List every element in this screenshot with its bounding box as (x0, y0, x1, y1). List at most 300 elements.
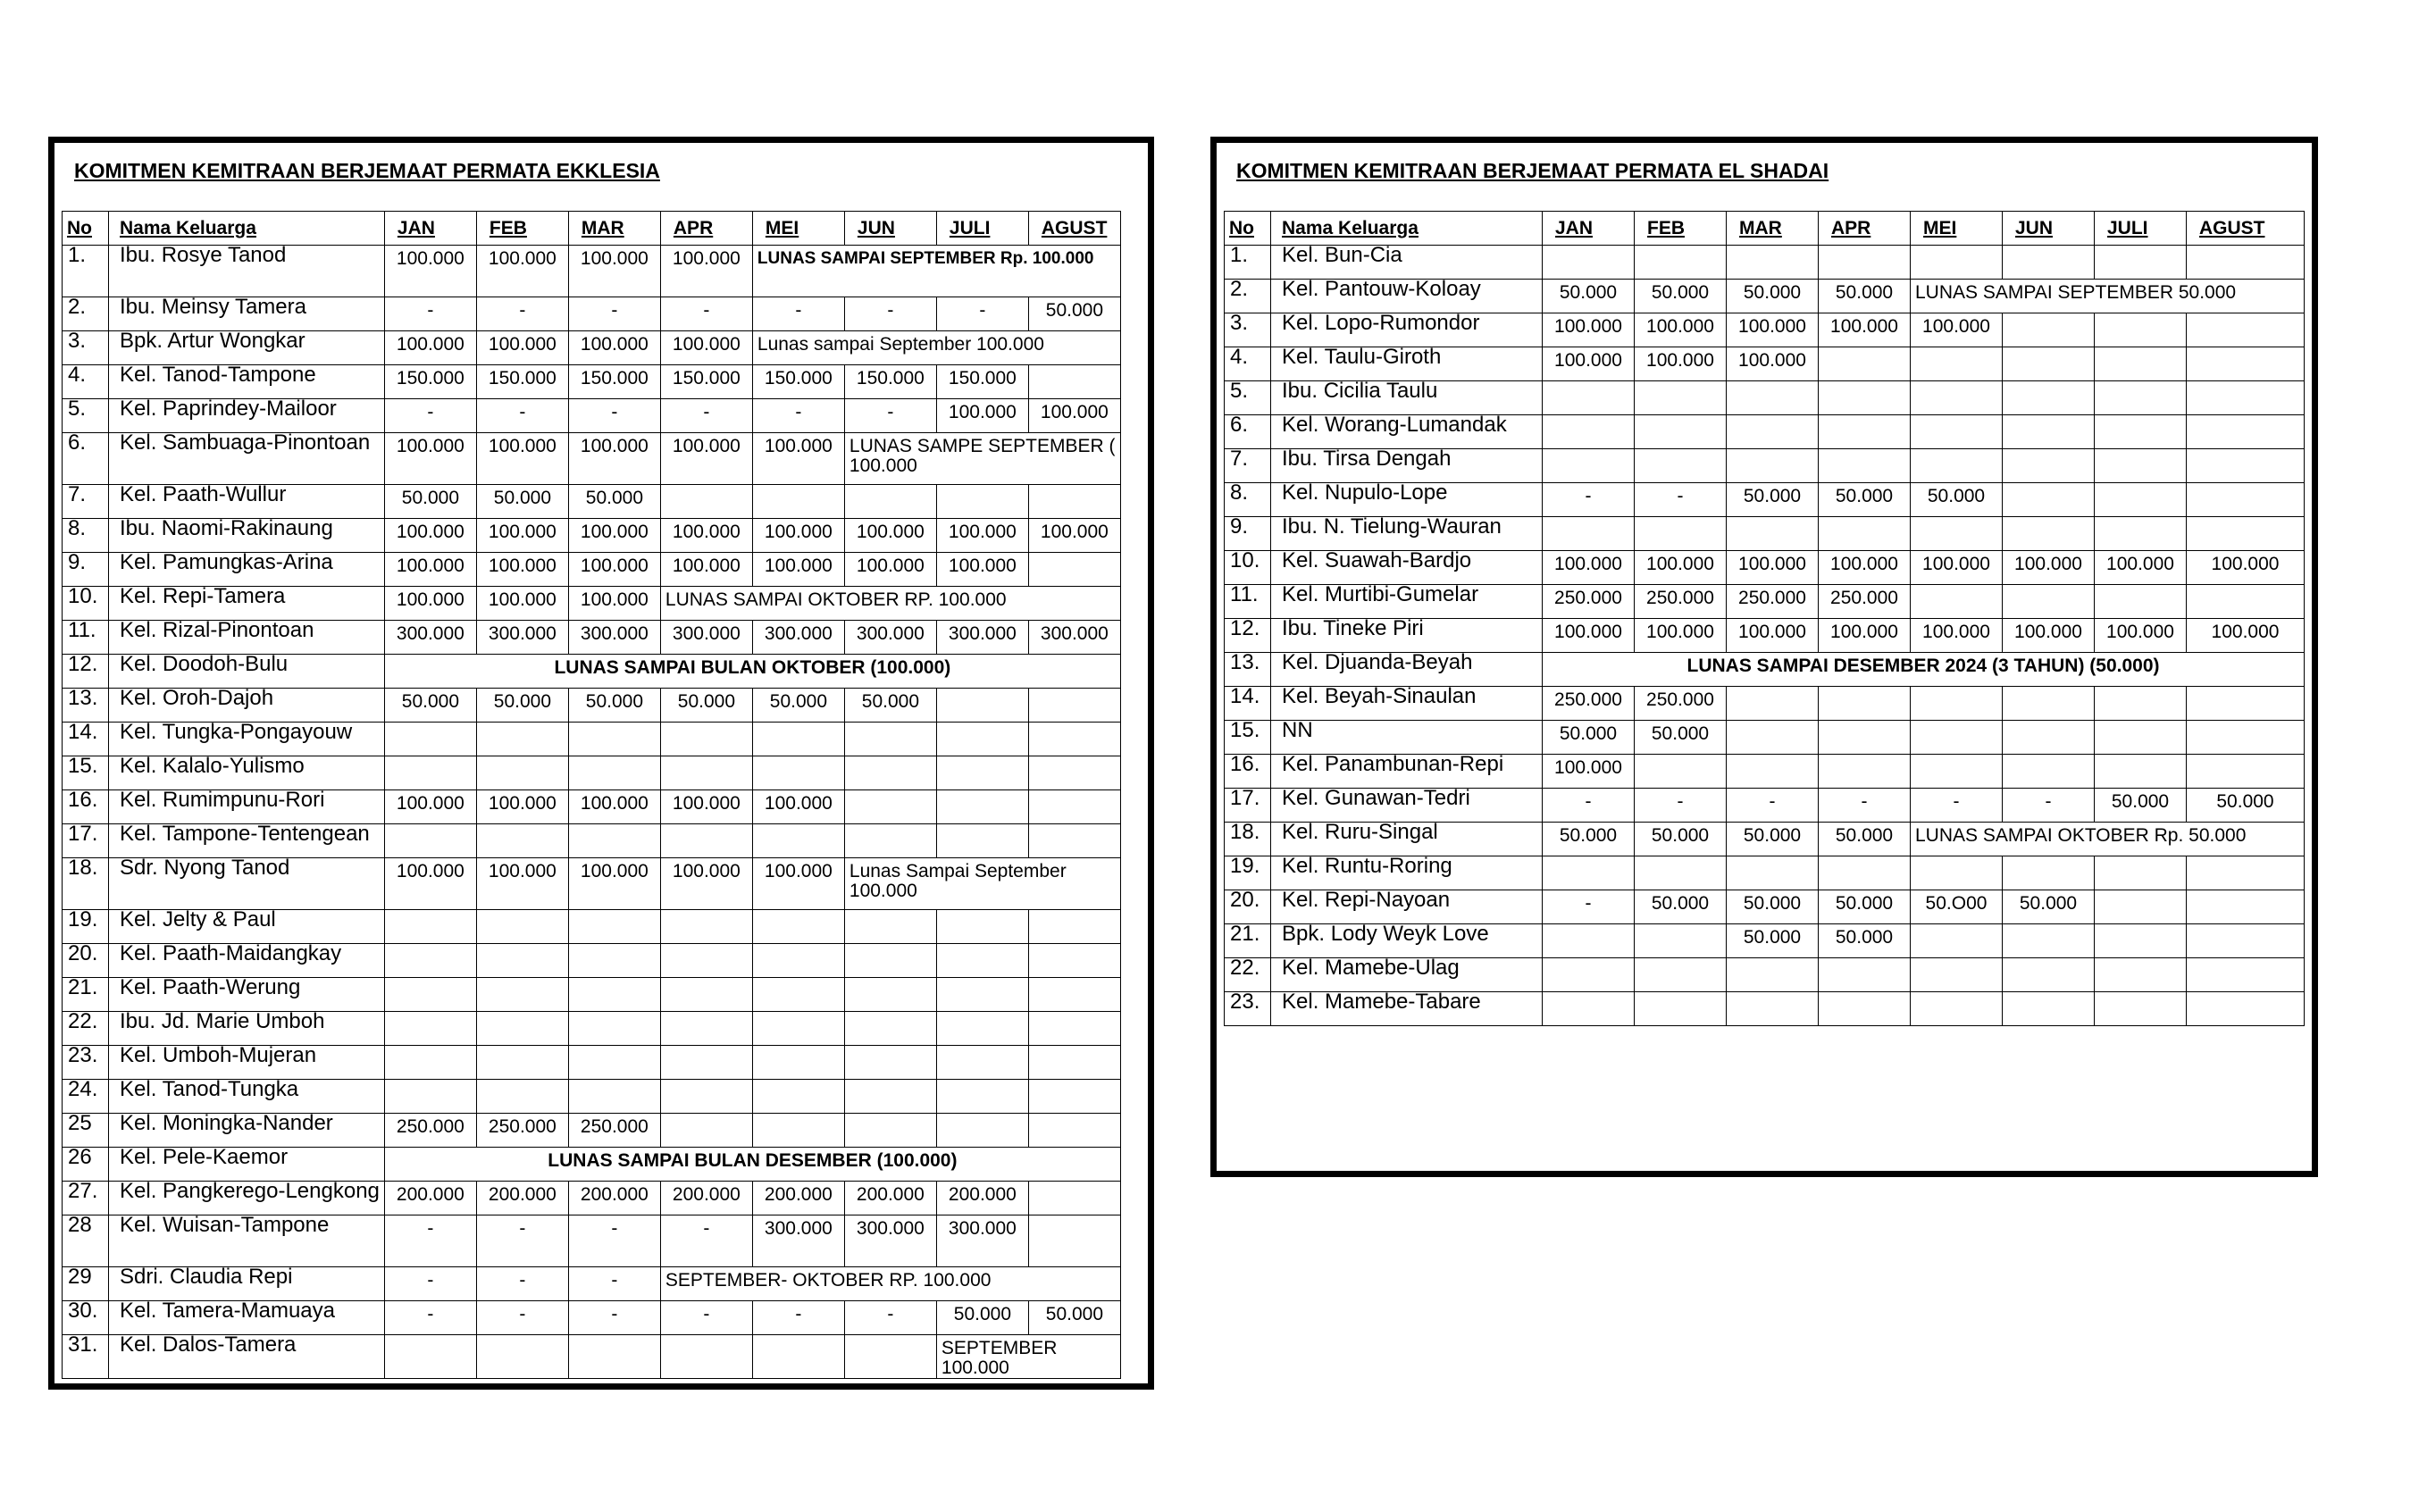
table-row (63, 1114, 1121, 1148)
payment-cell: 50.000 (1819, 890, 1911, 924)
payment-cell: 100.000 (1543, 755, 1635, 789)
payment-cell (752, 1080, 844, 1114)
row-number: 22. (63, 1012, 109, 1046)
row-number: 21. (1225, 924, 1271, 958)
payment-cell (568, 1012, 660, 1046)
payment-cell: 100.000 (1727, 551, 1819, 585)
payment-cell: 100.000 (384, 858, 476, 910)
payment-cell (476, 756, 568, 790)
payment-note: LUNAS SAMPAI OKTOBER Rp. 50.000 (1911, 823, 2305, 856)
payment-cell: 100.000 (1635, 347, 1727, 381)
payment-cell (2187, 992, 2305, 1026)
payment-cell: 100.000 (568, 433, 660, 485)
payment-cell: 100.000 (1028, 519, 1120, 553)
family-name: Kel. Pangkerego-Lengkong (109, 1182, 385, 1215)
family-name: Kel. Mamebe-Tabare (1271, 992, 1543, 1026)
payment-cell (1911, 856, 2003, 890)
payment-cell (660, 1080, 752, 1114)
table-row (1225, 483, 2305, 517)
row-number: 14. (1225, 687, 1271, 721)
family-name: Kel. Pamungkas-Arina (109, 553, 385, 587)
table-row (63, 587, 1121, 621)
header-month: APR (1819, 212, 1911, 246)
payment-cell (1819, 415, 1911, 449)
payment-cell (1727, 687, 1819, 721)
row-number: 20. (1225, 890, 1271, 924)
payment-cell (1911, 924, 2003, 958)
payment-cell (476, 723, 568, 756)
payment-note: Lunas sampai September 100.000 (752, 331, 1120, 365)
payment-cell: 300.000 (844, 621, 936, 655)
payment-cell (936, 944, 1028, 978)
family-name: Kel. Doodoh-Bulu (109, 655, 385, 689)
payment-cell: 50.000 (1635, 280, 1727, 313)
payment-cell (1028, 723, 1120, 756)
family-name: Kel. Bun-Cia (1271, 246, 1543, 280)
row-number: 28 (63, 1215, 109, 1267)
payment-cell: 50.000 (568, 485, 660, 519)
payment-cell: 300.000 (1028, 621, 1120, 655)
payment-cell: 50.000 (1819, 280, 1911, 313)
payment-cell (1727, 415, 1819, 449)
family-name: Kel. Rumimpunu-Rori (109, 790, 385, 824)
payment-cell: 100.000 (476, 331, 568, 365)
row-number: 25 (63, 1114, 109, 1148)
row-number: 2. (63, 297, 109, 331)
payment-cell (384, 944, 476, 978)
payment-cell (2187, 687, 2305, 721)
payment-cell (2003, 449, 2095, 483)
payment-cell (2187, 585, 2305, 619)
payment-cell (2095, 347, 2187, 381)
payment-cell (752, 1114, 844, 1148)
payment-cell: 50.000 (1727, 823, 1819, 856)
payment-cell (1635, 415, 1727, 449)
payment-cell: 100.000 (1819, 619, 1911, 653)
payment-cell (844, 756, 936, 790)
payment-cell (1028, 824, 1120, 858)
table-row (63, 365, 1121, 399)
payment-cell (2003, 721, 2095, 755)
payment-cell (844, 1335, 936, 1379)
payment-cell (1028, 1182, 1120, 1215)
payment-cell (844, 824, 936, 858)
payment-cell (660, 1046, 752, 1080)
table-row (63, 1012, 1121, 1046)
payment-cell (2095, 449, 2187, 483)
row-number: 5. (63, 399, 109, 433)
row-number: 7. (63, 485, 109, 519)
payment-cell (752, 978, 844, 1012)
header-month: MEI (752, 212, 844, 246)
payment-cell (660, 944, 752, 978)
payment-cell: 100.000 (844, 519, 936, 553)
payment-cell: 100.000 (2095, 551, 2187, 585)
payment-cell: 250.000 (1543, 687, 1635, 721)
payment-cell: 50.000 (1028, 297, 1120, 331)
row-number: 18. (63, 858, 109, 910)
payment-cell (2187, 313, 2305, 347)
payment-cell: 100.000 (752, 519, 844, 553)
payment-cell: - (568, 1267, 660, 1301)
payment-cell: - (384, 1267, 476, 1301)
payment-cell (568, 723, 660, 756)
row-number: 27. (63, 1182, 109, 1215)
payment-cell: 200.000 (752, 1182, 844, 1215)
payment-cell: 150.000 (384, 365, 476, 399)
row-number: 10. (63, 587, 109, 621)
payment-cell (1543, 449, 1635, 483)
payment-cell (384, 1335, 476, 1379)
payment-cell (1543, 856, 1635, 890)
payment-cell: 50.000 (752, 689, 844, 723)
payment-cell: 100.000 (476, 433, 568, 485)
payment-cell: 100.000 (384, 331, 476, 365)
family-name: NN (1271, 721, 1543, 755)
payment-cell: 100.000 (752, 858, 844, 910)
payment-cell (1028, 1046, 1120, 1080)
payment-cell (1727, 721, 1819, 755)
payment-cell: 50.000 (476, 689, 568, 723)
header-month: MAR (568, 212, 660, 246)
payment-cell: 100.000 (476, 587, 568, 621)
header-name: Nama Keluarga (1271, 212, 1543, 246)
payment-cell: 50.000 (1635, 823, 1727, 856)
table-row (63, 1267, 1121, 1301)
payment-cell: 200.000 (384, 1182, 476, 1215)
payment-cell: - (384, 297, 476, 331)
payment-cell: - (936, 297, 1028, 331)
table-row (63, 756, 1121, 790)
payment-cell: 100.000 (1727, 347, 1819, 381)
table-row (63, 858, 1121, 910)
family-name: Ibu. Tirsa Dengah (1271, 449, 1543, 483)
payment-cell: - (660, 1215, 752, 1267)
payment-cell: - (476, 1301, 568, 1335)
header-month: MEI (1911, 212, 2003, 246)
table-row (63, 485, 1121, 519)
payment-cell: 50.000 (2003, 890, 2095, 924)
header-month: JULI (2095, 212, 2187, 246)
payment-cell (1911, 755, 2003, 789)
payment-cell (1727, 449, 1819, 483)
payment-cell: 50.000 (660, 689, 752, 723)
payment-cell: - (384, 399, 476, 433)
payment-cell (1635, 246, 1727, 280)
table-row (63, 790, 1121, 824)
payment-cell: 200.000 (568, 1182, 660, 1215)
row-number: 15. (63, 756, 109, 790)
row-number: 5. (1225, 381, 1271, 415)
payment-cell (2187, 958, 2305, 992)
payment-cell (752, 723, 844, 756)
payment-cell: 300.000 (660, 621, 752, 655)
payment-cell: - (568, 1301, 660, 1335)
payment-cell: - (844, 297, 936, 331)
payment-cell (660, 824, 752, 858)
row-number: 3. (63, 331, 109, 365)
row-number: 11. (1225, 585, 1271, 619)
payment-cell: 50.000 (384, 485, 476, 519)
payment-cell: 200.000 (844, 1182, 936, 1215)
payment-cell (1911, 246, 2003, 280)
row-number: 11. (63, 621, 109, 655)
payment-cell: 150.000 (936, 365, 1028, 399)
payment-cell (1635, 992, 1727, 1026)
header-no: No (1225, 212, 1271, 246)
table-row (63, 331, 1121, 365)
payment-cell (660, 910, 752, 944)
payment-cell (844, 910, 936, 944)
row-number: 18. (1225, 823, 1271, 856)
payment-cell: - (1635, 789, 1727, 823)
payment-cell (752, 1012, 844, 1046)
payment-cell (1543, 517, 1635, 551)
payment-cell (2003, 687, 2095, 721)
payment-cell: 100.000 (660, 858, 752, 910)
payment-cell (2187, 890, 2305, 924)
payment-cell: 150.000 (568, 365, 660, 399)
payment-cell: 300.000 (568, 621, 660, 655)
payment-cell (752, 1046, 844, 1080)
table-row (1225, 789, 2305, 823)
family-name: Ibu. N. Tielung-Wauran (1271, 517, 1543, 551)
payment-cell (1819, 856, 1911, 890)
payment-cell (2187, 415, 2305, 449)
payment-cell: 50.000 (1911, 483, 2003, 517)
payment-cell: 100.000 (568, 246, 660, 297)
payment-cell: 50.000 (1819, 483, 1911, 517)
payment-cell (2187, 856, 2305, 890)
row-number: 7. (1225, 449, 1271, 483)
payment-cell: 100.000 (936, 519, 1028, 553)
payment-cell: 100.000 (660, 331, 752, 365)
payment-cell: - (384, 1215, 476, 1267)
payment-cell (936, 1012, 1028, 1046)
row-number: 15. (1225, 721, 1271, 755)
payment-cell (1911, 415, 2003, 449)
payment-cell (384, 1012, 476, 1046)
family-name: Kel. Jelty & Paul (109, 910, 385, 944)
family-name: Kel. Worang-Lumandak (1271, 415, 1543, 449)
payment-cell (2003, 246, 2095, 280)
payment-cell (844, 485, 936, 519)
payment-cell: 50.000 (1727, 483, 1819, 517)
payment-cell (1635, 449, 1727, 483)
payment-cell: 100.000 (936, 553, 1028, 587)
payment-cell: 100.000 (1543, 619, 1635, 653)
family-name: Kel. Oroh-Dajoh (109, 689, 385, 723)
payment-cell: 50.000 (1819, 924, 1911, 958)
family-name: Kel. Tanod-Tampone (109, 365, 385, 399)
row-number: 9. (63, 553, 109, 587)
payment-cell (844, 944, 936, 978)
payment-cell (660, 723, 752, 756)
payment-cell: 100.000 (660, 553, 752, 587)
payment-cell (2003, 958, 2095, 992)
payment-cell (844, 1080, 936, 1114)
payment-cell: 100.000 (2095, 619, 2187, 653)
payment-cell: 50.000 (476, 485, 568, 519)
payment-cell (1543, 415, 1635, 449)
table-row (63, 553, 1121, 587)
payment-cell (1911, 585, 2003, 619)
family-name: Ibu. Tineke Piri (1271, 619, 1543, 653)
payment-cell (1028, 1215, 1120, 1267)
payment-cell (568, 1335, 660, 1379)
family-name: Kel. Wuisan-Tampone (109, 1215, 385, 1267)
payment-cell: 200.000 (660, 1182, 752, 1215)
payment-cell: 100.000 (384, 433, 476, 485)
payment-cell (1028, 485, 1120, 519)
payment-cell (568, 1080, 660, 1114)
payment-cell (1911, 958, 2003, 992)
payment-cell: - (844, 399, 936, 433)
payment-cell: 50.000 (1727, 924, 1819, 958)
family-name: Kel. Beyah-Sinaulan (1271, 687, 1543, 721)
table-row (1225, 280, 2305, 313)
payment-cell: 100.000 (752, 433, 844, 485)
family-name: Ibu. Rosye Tanod (109, 246, 385, 297)
row-number: 19. (1225, 856, 1271, 890)
row-number: 24. (63, 1080, 109, 1114)
payment-note: LUNAS SAMPE SEPTEMBER ( 100.000 (844, 433, 1120, 485)
payment-cell (476, 824, 568, 858)
payment-cell: 50.000 (2095, 789, 2187, 823)
header-row (1225, 212, 2305, 246)
family-name: Ibu. Cicilia Taulu (1271, 381, 1543, 415)
header-month: FEB (1635, 212, 1727, 246)
payment-cell: 50.000 (1543, 721, 1635, 755)
payment-cell (1543, 958, 1635, 992)
payment-cell (476, 1046, 568, 1080)
payment-cell (844, 1114, 936, 1148)
payment-cell: 300.000 (752, 621, 844, 655)
family-name: Kel. Repi-Nayoan (1271, 890, 1543, 924)
payment-cell (936, 723, 1028, 756)
row-number: 17. (63, 824, 109, 858)
table-row (1225, 551, 2305, 585)
payment-cell: 100.000 (1727, 313, 1819, 347)
header-month: MAR (1727, 212, 1819, 246)
table-row (1225, 381, 2305, 415)
row-number: 19. (63, 910, 109, 944)
payment-cell: 50.000 (844, 689, 936, 723)
payment-cell (384, 824, 476, 858)
row-number: 31. (63, 1335, 109, 1379)
table-row (1225, 856, 2305, 890)
payment-cell (476, 944, 568, 978)
row-number: 12. (1225, 619, 1271, 653)
family-name: Kel. Repi-Tamera (109, 587, 385, 621)
payment-cell: - (1543, 890, 1635, 924)
table-row (1225, 924, 2305, 958)
payment-cell (476, 1080, 568, 1114)
payment-cell (1028, 756, 1120, 790)
payment-cell: 300.000 (844, 1215, 936, 1267)
payment-cell (1727, 517, 1819, 551)
payment-cell (476, 978, 568, 1012)
payment-cell (660, 1114, 752, 1148)
row-number: 1. (63, 246, 109, 297)
table-row (63, 297, 1121, 331)
row-number: 20. (63, 944, 109, 978)
row-number: 22. (1225, 958, 1271, 992)
table-row (1225, 246, 2305, 280)
header-month: APR (660, 212, 752, 246)
payment-cell: 100.000 (660, 790, 752, 824)
payment-cell (2187, 381, 2305, 415)
table-row (1225, 585, 2305, 619)
payment-cell (936, 978, 1028, 1012)
payment-cell (2095, 246, 2187, 280)
payment-cell: 100.000 (2187, 551, 2305, 585)
payment-cell: 150.000 (844, 365, 936, 399)
payment-cell (1727, 856, 1819, 890)
payment-cell: 100.000 (568, 858, 660, 910)
payment-cell (568, 944, 660, 978)
payment-cell (1819, 517, 1911, 551)
family-name: Kel. Mamebe-Ulag (1271, 958, 1543, 992)
payment-note: LUNAS SAMPAI BULAN OKTOBER (100.000) (384, 655, 1120, 689)
ekklesia-title: KOMITMEN KEMITRAAN BERJEMAAT PERMATA EKKLESIA (74, 159, 660, 182)
row-number: 17. (1225, 789, 1271, 823)
payment-cell (2003, 755, 2095, 789)
payment-note: LUNAS SAMPAI SEPTEMBER 50.000 (1911, 280, 2305, 313)
header-month: JUN (2003, 212, 2095, 246)
payment-cell (384, 1046, 476, 1080)
table-row (1225, 755, 2305, 789)
payment-cell: 300.000 (936, 621, 1028, 655)
payment-cell (1028, 944, 1120, 978)
payment-cell (2003, 483, 2095, 517)
payment-cell (844, 978, 936, 1012)
header-month: JAN (384, 212, 476, 246)
payment-cell (1911, 687, 2003, 721)
table-row (1225, 619, 2305, 653)
payment-cell: 300.000 (936, 1215, 1028, 1267)
payment-cell: 250.000 (1819, 585, 1911, 619)
family-name: Kel. Umboh-Mujeran (109, 1046, 385, 1080)
row-number: 4. (63, 365, 109, 399)
payment-cell (2003, 415, 2095, 449)
row-number: 1. (1225, 246, 1271, 280)
family-name: Ibu. Jd. Marie Umboh (109, 1012, 385, 1046)
payment-cell (476, 1012, 568, 1046)
payment-cell (2095, 313, 2187, 347)
payment-cell: 100.000 (660, 433, 752, 485)
row-number: 26 (63, 1148, 109, 1182)
payment-cell (1635, 755, 1727, 789)
payment-cell (1028, 1114, 1120, 1148)
table-row (1225, 992, 2305, 1026)
table-row (63, 824, 1121, 858)
payment-cell: 100.000 (752, 790, 844, 824)
payment-cell (2095, 755, 2187, 789)
payment-cell: 100.000 (476, 790, 568, 824)
payment-cell: 100.000 (568, 519, 660, 553)
payment-cell (1911, 449, 2003, 483)
payment-cell: 100.000 (660, 246, 752, 297)
table-row (1225, 347, 2305, 381)
payment-cell (2187, 721, 2305, 755)
payment-note: SEPTEMBER- OKTOBER RP. 100.000 (660, 1267, 1120, 1301)
payment-cell: 100.000 (1727, 619, 1819, 653)
header-month: FEB (476, 212, 568, 246)
table-row (63, 433, 1121, 485)
row-number: 9. (1225, 517, 1271, 551)
payment-cell: 100.000 (936, 399, 1028, 433)
